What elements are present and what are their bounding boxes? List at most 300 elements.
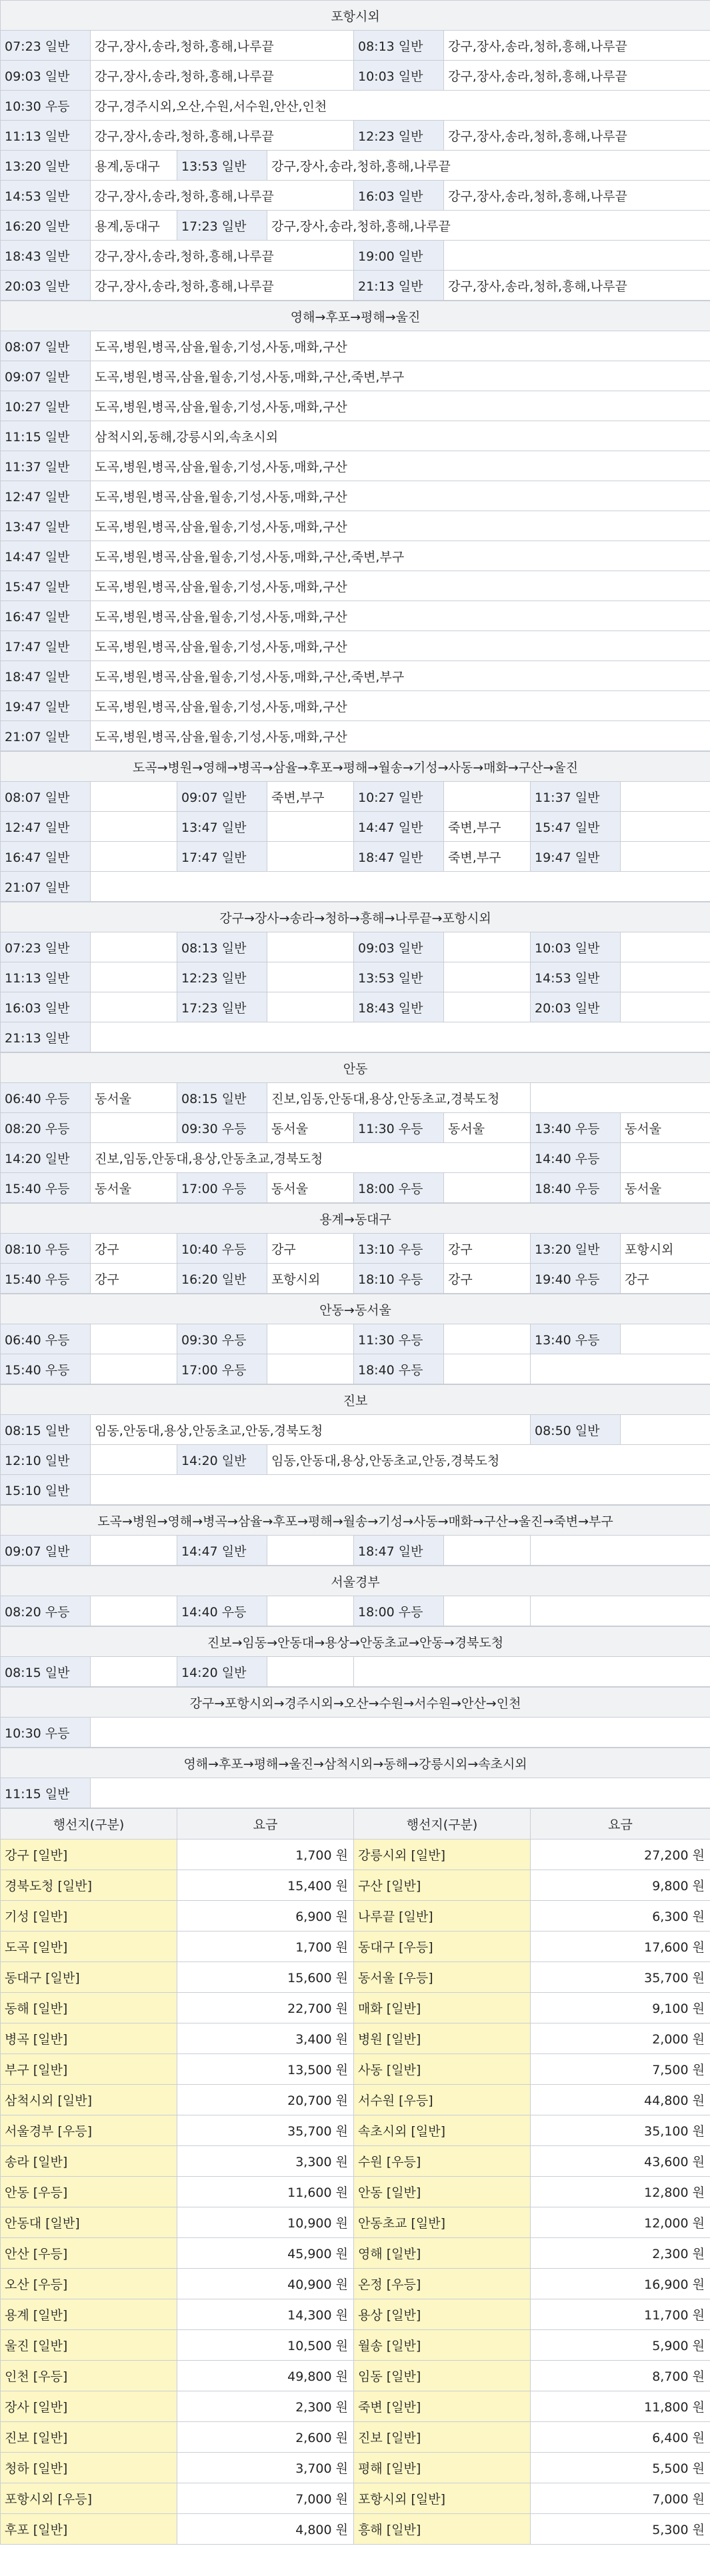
departure-time[interactable]: 19:47 일반 xyxy=(531,842,621,872)
route-stops: 도곡,병원,병곡,삼율,월송,기성,사동,매화,구산 xyxy=(91,511,710,541)
section-title: 안동→동서울 xyxy=(1,1294,710,1324)
fare-destination: 안동초교 [일반] xyxy=(354,2207,531,2238)
departure-time[interactable]: 10:30 우등 xyxy=(1,91,91,121)
departure-time[interactable]: 14:40 우등 xyxy=(531,1143,621,1173)
section-header-row xyxy=(1,1053,710,1083)
fare-price: 6,900 원 xyxy=(177,1901,354,1932)
route-note xyxy=(267,932,354,962)
departure-time[interactable]: 14:53 일반 xyxy=(531,962,621,992)
departure-time[interactable]: 10:03 일반 xyxy=(531,932,621,962)
departure-time[interactable]: 08:15 일반 xyxy=(1,1657,91,1687)
fare-price: 5,300 원 xyxy=(531,2514,710,2545)
departure-time[interactable]: 13:53 일반 xyxy=(177,151,267,181)
departure-time[interactable]: 09:30 우등 xyxy=(177,1113,267,1143)
departure-time[interactable]: 15:40 우등 xyxy=(1,1264,91,1294)
departure-time[interactable]: 10:03 일반 xyxy=(354,61,444,91)
departure-time[interactable]: 10:27 일반 xyxy=(1,391,91,421)
departure-time[interactable]: 15:40 우등 xyxy=(1,1354,91,1384)
route-stops: 삼척시외,동해,강릉시외,속초시외 xyxy=(91,421,710,451)
departure-time[interactable]: 14:47 일반 xyxy=(1,541,91,571)
fare-row xyxy=(1,2115,710,2146)
fare-row xyxy=(1,1962,710,1993)
schedule-section xyxy=(0,1626,710,1687)
departure-time[interactable]: 18:00 우등 xyxy=(354,1173,444,1203)
departure-time[interactable]: 11:13 일반 xyxy=(1,121,91,151)
fare-destination: 동해 [일반] xyxy=(1,1993,177,2023)
section-title: 진보→임동→안동대→용상→안동초교→안동→경북도청 xyxy=(1,1627,710,1657)
route-note xyxy=(621,782,710,812)
route-stops: 강구,장사,송라,청하,흥해,나루끝 xyxy=(91,31,354,61)
route-stops: 강구,장사,송라,청하,흥해,나루끝 xyxy=(91,271,354,301)
fare-table xyxy=(0,1808,710,2545)
fare-destination: 나루끝 [일반] xyxy=(354,1901,531,1932)
section-title: 용계→동대구 xyxy=(1,1204,710,1234)
departure-time[interactable]: 17:23 일반 xyxy=(177,211,267,241)
departure-time[interactable]: 21:13 일반 xyxy=(1,1022,91,1052)
fare-column-header: 행선지(구분) xyxy=(1,1809,177,1840)
departure-time[interactable]: 11:15 일반 xyxy=(1,1778,91,1808)
route-stops xyxy=(444,1173,531,1203)
schedule-row xyxy=(1,1718,710,1748)
departure-time[interactable]: 14:40 우등 xyxy=(177,1596,267,1626)
departure-time[interactable]: 11:15 일반 xyxy=(1,421,91,451)
fare-price: 1,700 원 xyxy=(177,1840,354,1870)
fare-destination: 수원 [우등] xyxy=(354,2146,531,2177)
departure-time[interactable]: 18:40 우등 xyxy=(531,1173,621,1203)
departure-time[interactable]: 17:47 일반 xyxy=(177,842,267,872)
fare-price: 3,700 원 xyxy=(177,2453,354,2483)
fare-destination: 영해 [일반] xyxy=(354,2238,531,2269)
departure-time[interactable]: 13:47 일반 xyxy=(1,511,91,541)
empty-cell xyxy=(91,1718,710,1748)
departure-time[interactable]: 16:47 일반 xyxy=(1,601,91,631)
fare-column-header: 행선지(구분) xyxy=(354,1809,531,1840)
departure-time[interactable]: 14:53 일반 xyxy=(1,181,91,211)
route-note xyxy=(267,1596,354,1626)
schedule-row xyxy=(1,91,710,121)
departure-time[interactable]: 14:20 일반 xyxy=(177,1657,267,1687)
empty-cell xyxy=(91,872,710,902)
fare-price: 7,000 원 xyxy=(177,2483,354,2514)
route-note xyxy=(621,812,710,842)
departure-time[interactable]: 08:20 우등 xyxy=(1,1596,91,1626)
route-stops: 도곡,병원,병곡,삼율,월송,기성,사동,매화,구산,죽변,부구 xyxy=(91,541,710,571)
schedule-row xyxy=(1,601,710,631)
route-stops xyxy=(621,1143,710,1173)
fare-row xyxy=(1,1870,710,1901)
departure-time[interactable]: 16:47 일반 xyxy=(1,842,91,872)
route-stops: 강구,장사,송라,청하,흥해,나루끝 xyxy=(267,151,710,181)
departure-time[interactable]: 16:20 일반 xyxy=(177,1264,267,1294)
section-title: 포항시외 xyxy=(1,1,710,31)
schedule-section xyxy=(0,1203,710,1294)
departure-time[interactable]: 08:15 일반 xyxy=(177,1083,267,1113)
departure-time[interactable]: 18:00 우등 xyxy=(354,1596,444,1626)
route-stops xyxy=(91,1113,177,1143)
fare-destination: 강릉시외 [일반] xyxy=(354,1840,531,1870)
section-title: 강구→포항시외→경주시외→오산→수원→서수원→안산→인천 xyxy=(1,1688,710,1718)
departure-time[interactable]: 12:47 일반 xyxy=(1,812,91,842)
route-stops: 강구 xyxy=(91,1264,177,1294)
route-stops: 동서울 xyxy=(621,1173,710,1203)
fare-row xyxy=(1,2207,710,2238)
schedule-row xyxy=(1,1657,710,1687)
schedule-section xyxy=(0,1748,710,1808)
fare-destination: 기성 [일반] xyxy=(1,1901,177,1932)
departure-time[interactable]: 10:30 우등 xyxy=(1,1718,91,1748)
fare-price: 44,800 원 xyxy=(531,2085,710,2115)
schedule-section xyxy=(0,1384,710,1505)
fare-price: 5,500 원 xyxy=(531,2453,710,2483)
departure-time[interactable]: 12:23 일반 xyxy=(354,121,444,151)
route-stops: 도곡,병원,병곡,삼율,월송,기성,사동,매화,구산 xyxy=(91,631,710,661)
departure-time[interactable]: 21:07 일반 xyxy=(1,872,91,902)
departure-time[interactable]: 12:47 일반 xyxy=(1,481,91,511)
departure-time[interactable]: 07:23 일반 xyxy=(1,31,91,61)
departure-time[interactable]: 19:00 일반 xyxy=(354,241,444,271)
route-stops: 진보,임동,안동대,용상,안동초교,경북도청 xyxy=(91,1143,531,1173)
fare-destination: 장사 [일반] xyxy=(1,2391,177,2422)
route-stops: 도곡,병원,병곡,삼율,월송,기성,사동,매화,구산 xyxy=(91,481,710,511)
route-note xyxy=(91,932,177,962)
departure-time[interactable]: 08:10 우등 xyxy=(1,1234,91,1264)
departure-time[interactable]: 09:03 일반 xyxy=(354,932,444,962)
fare-destination: 송라 [일반] xyxy=(1,2146,177,2177)
route-stops: 도곡,병원,병곡,삼율,월송,기성,사동,매화,구산 xyxy=(91,451,710,481)
section-title: 도곡→병원→영해→병곡→삼율→후포→평해→월송→기성→사동→매화→구산→울진→죽변→부구 xyxy=(1,1506,710,1536)
section-header-row xyxy=(1,1627,710,1657)
route-note xyxy=(91,992,177,1022)
departure-time[interactable]: 16:03 일반 xyxy=(354,181,444,211)
departure-time[interactable]: 11:13 일반 xyxy=(1,962,91,992)
departure-time[interactable]: 17:00 우등 xyxy=(177,1354,267,1384)
schedule-section xyxy=(0,1505,710,1566)
route-note xyxy=(444,1354,531,1384)
fare-destination: 서수원 [우등] xyxy=(354,2085,531,2115)
fare-price: 22,700 원 xyxy=(177,1993,354,2023)
departure-time[interactable]: 21:07 일반 xyxy=(1,721,91,751)
schedule-row xyxy=(1,1143,710,1173)
departure-time[interactable]: 06:40 우등 xyxy=(1,1083,91,1113)
route-note xyxy=(267,842,354,872)
route-stops: 임동,안동대,용상,안동초교,안동,경북도청 xyxy=(267,1445,710,1475)
fare-price: 20,700 원 xyxy=(177,2085,354,2115)
fare-destination: 구산 [일반] xyxy=(354,1870,531,1901)
fare-destination: 포항시외 [우등] xyxy=(1,2483,177,2514)
route-note xyxy=(444,992,531,1022)
route-note xyxy=(91,1536,177,1566)
departure-time[interactable]: 12:23 일반 xyxy=(177,962,267,992)
route-stops: 강구,장사,송라,청하,흥해,나루끝 xyxy=(267,211,710,241)
route-note xyxy=(267,1536,354,1566)
departure-time[interactable]: 08:13 일반 xyxy=(177,932,267,962)
departure-time[interactable]: 16:20 일반 xyxy=(1,211,91,241)
fare-price: 4,800 원 xyxy=(177,2514,354,2545)
schedule-row xyxy=(1,842,710,872)
fare-price: 11,800 원 xyxy=(531,2391,710,2422)
departure-time[interactable]: 06:40 우등 xyxy=(1,1324,91,1354)
departure-time[interactable]: 18:47 일반 xyxy=(354,842,444,872)
schedule-row xyxy=(1,121,710,151)
departure-time[interactable]: 20:03 일반 xyxy=(1,271,91,301)
fare-row xyxy=(1,2361,710,2391)
fare-price: 43,600 원 xyxy=(531,2146,710,2177)
fare-row xyxy=(1,1993,710,2023)
fare-destination: 매화 [일반] xyxy=(354,1993,531,2023)
section-header-row xyxy=(1,902,710,932)
fare-destination: 안동 [우등] xyxy=(1,2177,177,2207)
empty-cell xyxy=(531,1596,710,1626)
route-stops: 강구 xyxy=(91,1234,177,1264)
schedule-row xyxy=(1,241,710,271)
route-stops xyxy=(91,1445,177,1475)
section-header-row xyxy=(1,1748,710,1778)
departure-time[interactable]: 08:07 일반 xyxy=(1,782,91,812)
fare-price: 35,700 원 xyxy=(177,2115,354,2146)
fare-destination: 병곡 [일반] xyxy=(1,2023,177,2054)
schedule-row xyxy=(1,932,710,962)
fare-price: 27,200 원 xyxy=(531,1840,710,1870)
departure-time[interactable]: 13:40 우등 xyxy=(531,1113,621,1143)
fare-price: 2,600 원 xyxy=(177,2422,354,2453)
fare-price: 15,400 원 xyxy=(177,1870,354,1901)
schedule-row xyxy=(1,271,710,301)
departure-time[interactable]: 11:37 일반 xyxy=(1,451,91,481)
schedule-row xyxy=(1,1113,710,1143)
route-stops: 동서울 xyxy=(267,1113,354,1143)
fare-destination: 청하 [일반] xyxy=(1,2453,177,2483)
departure-time[interactable]: 12:10 일반 xyxy=(1,1445,91,1475)
schedule-row xyxy=(1,1083,710,1113)
fare-destination: 흥해 [일반] xyxy=(354,2514,531,2545)
section-header-row xyxy=(1,301,710,331)
departure-time[interactable]: 14:20 일반 xyxy=(177,1445,267,1475)
route-note xyxy=(267,812,354,842)
fare-destination: 포항시외 [일반] xyxy=(354,2483,531,2514)
route-stops: 강구,장사,송라,청하,흥해,나루끝 xyxy=(91,181,354,211)
departure-time[interactable]: 13:53 일반 xyxy=(354,962,444,992)
route-stops: 도곡,병원,병곡,삼율,월송,기성,사동,매화,구산 xyxy=(91,601,710,631)
departure-time[interactable]: 15:10 일반 xyxy=(1,1475,91,1505)
departure-time[interactable]: 13:20 일반 xyxy=(1,151,91,181)
route-note xyxy=(621,962,710,992)
departure-time[interactable]: 11:30 우등 xyxy=(354,1324,444,1354)
route-stops: 동서울 xyxy=(444,1113,531,1143)
route-stops: 강구,장사,송라,청하,흥해,나루끝 xyxy=(91,121,354,151)
fare-destination: 안동대 [일반] xyxy=(1,2207,177,2238)
fare-price: 35,700 원 xyxy=(531,1962,710,1993)
fare-destination: 부구 [일반] xyxy=(1,2054,177,2085)
departure-time[interactable]: 13:10 우등 xyxy=(354,1234,444,1264)
schedule-row xyxy=(1,361,710,391)
schedule-row xyxy=(1,1415,710,1445)
fare-price: 9,800 원 xyxy=(531,1870,710,1901)
route-stops: 도곡,병원,병곡,삼율,월송,기성,사동,매화,구산,죽변,부구 xyxy=(91,661,710,691)
fare-destination: 삼척시외 [일반] xyxy=(1,2085,177,2115)
route-stops xyxy=(621,1415,710,1445)
schedule-row xyxy=(1,1234,710,1264)
fare-row xyxy=(1,2391,710,2422)
departure-time[interactable]: 15:40 우등 xyxy=(1,1173,91,1203)
departure-time[interactable]: 08:15 일반 xyxy=(1,1415,91,1445)
departure-time[interactable]: 11:37 일반 xyxy=(531,782,621,812)
fare-destination: 용상 [일반] xyxy=(354,2299,531,2330)
departure-time[interactable]: 08:50 일반 xyxy=(531,1415,621,1445)
section-title: 영해→후포→평해→울진→삼척시외→동해→강릉시외→속초시외 xyxy=(1,1748,710,1778)
fare-destination: 도곡 [일반] xyxy=(1,1932,177,1962)
departure-time[interactable]: 14:47 일반 xyxy=(177,1536,267,1566)
fare-row xyxy=(1,2054,710,2085)
fare-destination: 진보 [일반] xyxy=(1,2422,177,2453)
fare-price: 2,000 원 xyxy=(531,2023,710,2054)
schedule-section xyxy=(0,1566,710,1626)
departure-time[interactable]: 18:10 우등 xyxy=(354,1264,444,1294)
departure-time[interactable]: 08:07 일반 xyxy=(1,331,91,361)
departure-time[interactable]: 16:03 일반 xyxy=(1,992,91,1022)
fare-price: 12,800 원 xyxy=(531,2177,710,2207)
fare-row xyxy=(1,1932,710,1962)
departure-time[interactable]: 19:40 우등 xyxy=(531,1264,621,1294)
schedule-row xyxy=(1,1022,710,1052)
route-stops: 용계,동대구 xyxy=(91,151,177,181)
fare-price: 3,400 원 xyxy=(177,2023,354,2054)
schedule-row xyxy=(1,812,710,842)
route-note xyxy=(91,1596,177,1626)
fare-price: 11,600 원 xyxy=(177,2177,354,2207)
section-title: 서울경부 xyxy=(1,1566,710,1596)
route-note xyxy=(91,1324,177,1354)
route-stops: 도곡,병원,병곡,삼율,월송,기성,사동,매화,구산 xyxy=(91,391,710,421)
route-note xyxy=(267,962,354,992)
departure-time[interactable]: 13:47 일반 xyxy=(177,812,267,842)
section-header-row xyxy=(1,1204,710,1234)
schedule-section xyxy=(0,1294,710,1384)
fare-destination: 울진 [일반] xyxy=(1,2330,177,2361)
fare-row xyxy=(1,2483,710,2514)
route-stops: 동서울 xyxy=(621,1113,710,1143)
departure-time[interactable]: 18:47 일반 xyxy=(354,1536,444,1566)
departure-time[interactable]: 18:43 일반 xyxy=(354,992,444,1022)
route-stops: 강구,경주시외,오산,수원,서수원,안산,인천 xyxy=(91,91,710,121)
departure-time[interactable]: 10:27 일반 xyxy=(354,782,444,812)
departure-time[interactable]: 17:47 일반 xyxy=(1,631,91,661)
departure-time[interactable]: 09:03 일반 xyxy=(1,61,91,91)
fare-destination: 동서울 [우등] xyxy=(354,1962,531,1993)
route-note xyxy=(621,932,710,962)
route-note xyxy=(91,842,177,872)
departure-time[interactable]: 13:40 우등 xyxy=(531,1324,621,1354)
fare-row xyxy=(1,2299,710,2330)
fare-price: 6,400 원 xyxy=(531,2422,710,2453)
departure-time[interactable]: 20:03 일반 xyxy=(531,992,621,1022)
route-stops: 강구 xyxy=(267,1234,354,1264)
route-stops xyxy=(91,1475,710,1505)
schedule-row xyxy=(1,541,710,571)
schedule-row xyxy=(1,631,710,661)
fare-price: 1,700 원 xyxy=(177,1932,354,1962)
empty-cell xyxy=(531,1083,710,1113)
departure-time[interactable]: 08:20 우등 xyxy=(1,1113,91,1143)
route-stops: 동서울 xyxy=(91,1083,177,1113)
schedule-section xyxy=(0,1052,710,1203)
route-note: 죽변,부구 xyxy=(444,842,531,872)
fare-price: 8,700 원 xyxy=(531,2361,710,2391)
route-stops: 강구 xyxy=(621,1264,710,1294)
schedule-row xyxy=(1,661,710,691)
departure-time[interactable]: 14:47 일반 xyxy=(354,812,444,842)
fare-row xyxy=(1,2330,710,2361)
departure-time[interactable]: 09:30 우등 xyxy=(177,1324,267,1354)
schedule-row xyxy=(1,1354,710,1384)
route-note xyxy=(267,1324,354,1354)
route-note xyxy=(444,1596,531,1626)
departure-time[interactable]: 15:47 일반 xyxy=(1,571,91,601)
fare-destination: 진보 [일반] xyxy=(354,2422,531,2453)
departure-time[interactable]: 18:40 우등 xyxy=(354,1354,444,1384)
schedule-section xyxy=(0,1687,710,1748)
route-note xyxy=(444,782,531,812)
fare-destination: 죽변 [일반] xyxy=(354,2391,531,2422)
departure-time[interactable]: 09:07 일반 xyxy=(1,1536,91,1566)
fare-destination: 동대구 [우등] xyxy=(354,1932,531,1962)
fare-row xyxy=(1,2023,710,2054)
departure-time[interactable]: 13:20 일반 xyxy=(531,1234,621,1264)
departure-time[interactable]: 08:13 일반 xyxy=(354,31,444,61)
route-note xyxy=(91,1354,177,1384)
fare-row xyxy=(1,2177,710,2207)
route-note xyxy=(621,992,710,1022)
departure-time[interactable]: 10:40 우등 xyxy=(177,1234,267,1264)
route-note xyxy=(444,962,531,992)
schedule-row xyxy=(1,1445,710,1475)
departure-time[interactable]: 14:20 일반 xyxy=(1,1143,91,1173)
section-header-row xyxy=(1,1294,710,1324)
departure-time[interactable]: 17:23 일반 xyxy=(177,992,267,1022)
departure-time[interactable]: 18:47 일반 xyxy=(1,661,91,691)
route-note xyxy=(267,992,354,1022)
section-title: 영해→후포→평해→울진 xyxy=(1,301,710,331)
route-note: 죽변,부구 xyxy=(444,812,531,842)
departure-time[interactable]: 19:47 일반 xyxy=(1,691,91,721)
fare-price: 3,300 원 xyxy=(177,2146,354,2177)
departure-time[interactable]: 09:07 일반 xyxy=(177,782,267,812)
route-stops: 포항시외 xyxy=(267,1264,354,1294)
fare-row xyxy=(1,2269,710,2299)
departure-time[interactable]: 21:13 일반 xyxy=(354,271,444,301)
route-stops: 도곡,병원,병곡,삼율,월송,기성,사동,매화,구산 xyxy=(91,571,710,601)
schedule-row xyxy=(1,571,710,601)
fare-destination: 안동 [일반] xyxy=(354,2177,531,2207)
schedule-row xyxy=(1,992,710,1022)
departure-time[interactable]: 18:43 일반 xyxy=(1,241,91,271)
departure-time[interactable]: 11:30 우등 xyxy=(354,1113,444,1143)
fare-price: 10,500 원 xyxy=(177,2330,354,2361)
fare-price: 7,500 원 xyxy=(531,2054,710,2085)
departure-time[interactable]: 07:23 일반 xyxy=(1,932,91,962)
departure-time[interactable]: 09:07 일반 xyxy=(1,361,91,391)
section-header-row xyxy=(1,1385,710,1415)
empty-cell xyxy=(531,1536,710,1566)
route-stops: 강구 xyxy=(444,1264,531,1294)
schedule-row xyxy=(1,61,710,91)
fare-price: 16,900 원 xyxy=(531,2269,710,2299)
departure-time[interactable]: 15:47 일반 xyxy=(531,812,621,842)
departure-time[interactable]: 17:00 우등 xyxy=(177,1173,267,1203)
section-title: 진보 xyxy=(1,1385,710,1415)
schedule-section xyxy=(0,902,710,1052)
empty-cell xyxy=(91,1778,710,1808)
empty-cell xyxy=(354,1657,710,1687)
